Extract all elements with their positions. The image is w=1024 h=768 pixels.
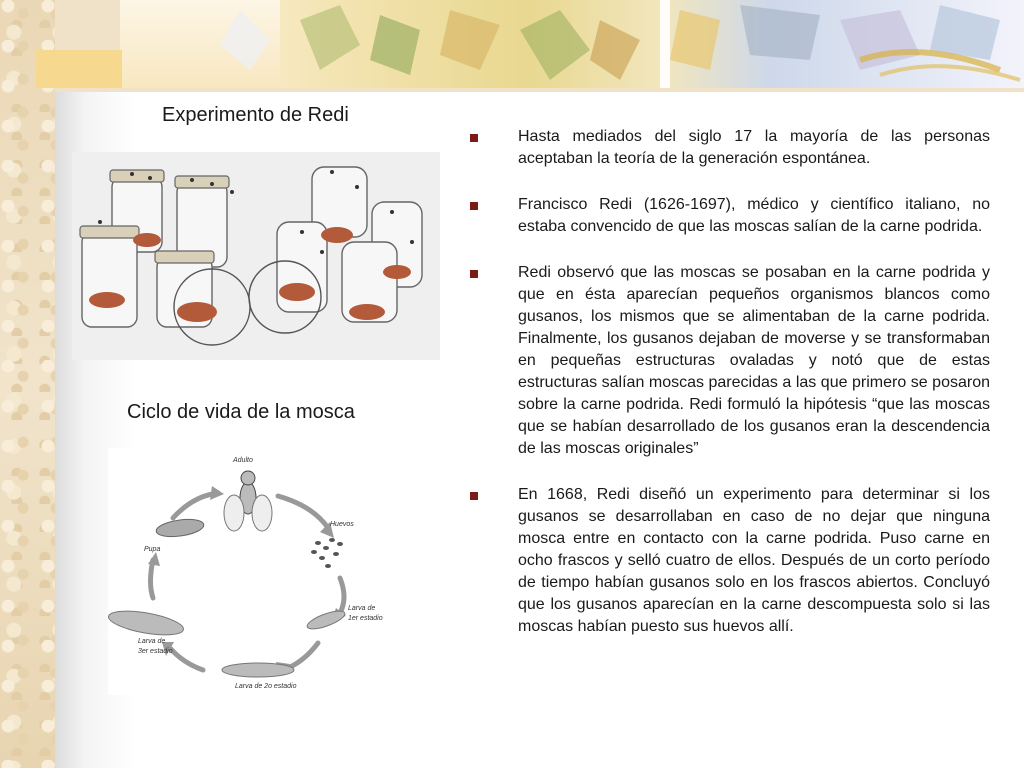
adult-fly xyxy=(224,471,272,531)
bullet-item xyxy=(466,262,990,460)
bullet-item xyxy=(466,126,990,170)
square-bullet-icon xyxy=(470,134,478,142)
label-larva3-line2: 3er estadio xyxy=(138,648,173,655)
heading-experiment: Experimento de Redi xyxy=(162,104,349,126)
square-bullet-icon xyxy=(470,202,478,210)
banner-accent-strip xyxy=(36,50,122,88)
bullet-item xyxy=(466,194,990,238)
label-larva2: Larva de 2o estadio xyxy=(235,683,297,690)
label-eggs: Huevos xyxy=(330,521,354,528)
redi-jars-illustration xyxy=(72,152,440,360)
fly-life-cycle-diagram xyxy=(108,448,390,695)
bullet-text: Redi observó que las moscas se posaban en la carne podrida y que en ésta aparecían pequeños organismos blancos como gusanos, los mismos que se alimentaban de la carne podrida. Finalmente, los gusanos dejaban de moverse y se transformaban en pequeñas estructuras ovaladas y notó que de estas estructuras salían moscas parecidas a las que primero se posaron sobre la carne podrida. Redi formuló la hipótesis “que las moscas que se habían desarrollado de los gusanos eran la descendencia de las moscas originales” xyxy=(518,264,990,457)
label-larva1-line1: Larva de xyxy=(348,605,376,612)
label-larva1-line2: 1er estadio xyxy=(348,615,383,622)
leaf-decoration xyxy=(120,0,1024,88)
label-larva3-line1: Larva de xyxy=(138,638,166,645)
bullet-text: En 1668, Redi diseñó un experimento para determinar si los gusanos se desarrollaban en caso de no dejar que ninguna mosca entre en contacto con la carne podrida. Puso carne en ocho frascos y selló cuatro de ellos. Después de un corto período de tiempo habían gusanos solo en los frascos abiertos. Concluyó que los gusanos aparecían en la carne descompuesta solo si las moscas habían puesto sus huevos allí. xyxy=(518,486,990,635)
decorative-banner xyxy=(120,0,1024,88)
square-bullet-icon xyxy=(470,270,478,278)
heading-life-cycle: Ciclo de vida de la mosca xyxy=(127,401,355,423)
bullet-text: Francisco Redi (1626-1697), médico y científico italiano, no estaba convencido de que las moscas salían de la carne podrida. xyxy=(518,196,990,235)
label-adult: Adulto xyxy=(233,457,253,464)
square-bullet-icon xyxy=(470,492,478,500)
bullet-list xyxy=(466,126,990,662)
textured-background xyxy=(0,0,55,768)
bullet-item xyxy=(466,484,990,638)
bullet-text: Hasta mediados del siglo 17 la mayoría de las personas aceptaban la teoría de la generación espontánea. xyxy=(518,128,990,167)
label-pupa: Pupa xyxy=(144,546,161,553)
